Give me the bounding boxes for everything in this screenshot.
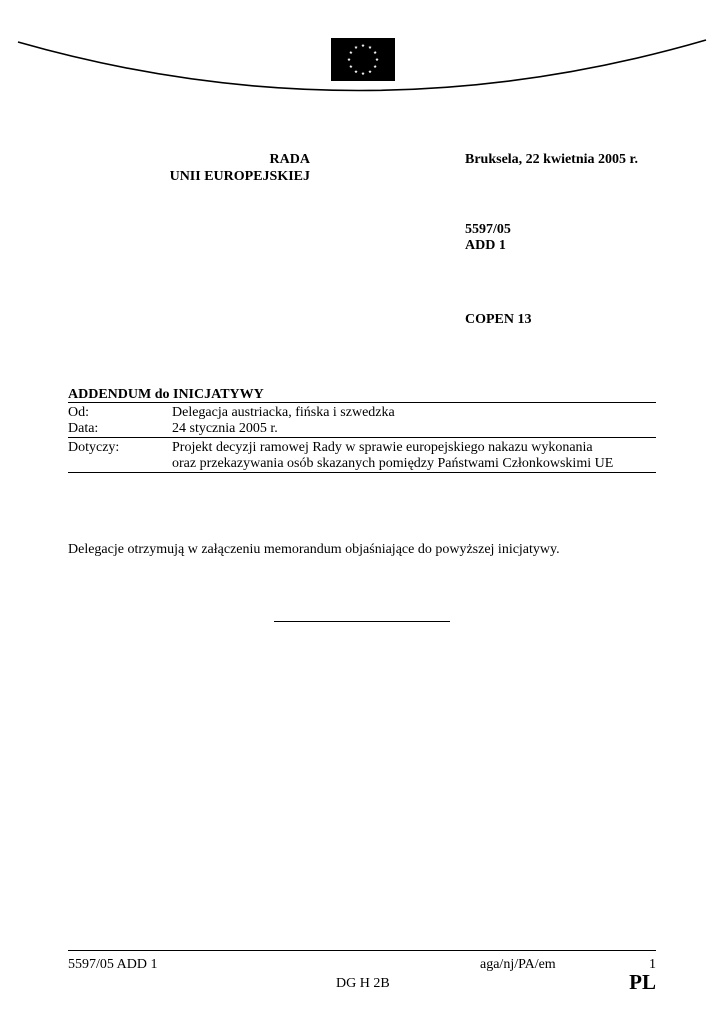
from-label: Od: bbox=[68, 405, 89, 420]
table-rule-middle bbox=[68, 437, 656, 438]
flag-star bbox=[373, 65, 376, 68]
council-name-line1: RADA bbox=[269, 152, 310, 167]
subject-label: Dotyczy: bbox=[68, 440, 120, 455]
end-separator bbox=[274, 621, 450, 622]
table-rule-bottom bbox=[68, 472, 656, 473]
subject-value-line2: oraz przekazywania osób skazanych pomiędzy Państwami Członkowskimi UE bbox=[172, 456, 614, 471]
flag-star bbox=[361, 44, 364, 47]
footer-doc-ref: 5597/05 ADD 1 bbox=[68, 957, 158, 972]
flag-star bbox=[373, 51, 376, 54]
footer-language: PL bbox=[629, 970, 656, 994]
flag-star bbox=[349, 65, 352, 68]
document-number: 5597/05 bbox=[465, 222, 511, 237]
flag-star bbox=[368, 70, 371, 73]
place-date: Bruksela, 22 kwietnia 2005 r. bbox=[465, 152, 638, 167]
document-addendum: ADD 1 bbox=[465, 238, 506, 253]
eu-flag-icon bbox=[331, 38, 395, 81]
flag-star bbox=[347, 58, 350, 61]
flag-star bbox=[375, 58, 378, 61]
flag-star bbox=[349, 51, 352, 54]
body-text: Delegacje otrzymują w załączeniu memorandum objaśniające do powyższej inicjatywy. bbox=[68, 542, 560, 557]
from-value: Delegacja austriacka, fińska i szwedzka bbox=[172, 405, 395, 420]
date-value: 24 stycznia 2005 r. bbox=[172, 421, 278, 436]
interinstitutional-code: COPEN 13 bbox=[465, 312, 532, 327]
footer-rule bbox=[68, 950, 656, 951]
subject-value-line1: Projekt decyzji ramowej Rady w sprawie europejskiego nakazu wykonania bbox=[172, 440, 593, 455]
footer-initials: aga/nj/PA/em bbox=[480, 957, 556, 972]
footer-page-number: 1 bbox=[649, 957, 656, 972]
addendum-title: ADDENDUM do INICJATYWY bbox=[68, 387, 264, 402]
flag-star bbox=[354, 70, 357, 73]
table-rule-top bbox=[68, 402, 656, 403]
council-name bbox=[150, 151, 310, 185]
date-label: Data: bbox=[68, 421, 99, 436]
flag-star bbox=[361, 72, 364, 75]
flag-star bbox=[354, 46, 357, 49]
footer-directorate: DG H 2B bbox=[336, 976, 390, 991]
flag-star bbox=[368, 46, 371, 49]
council-name-line2: UNII EUROPEJSKIEJ bbox=[169, 169, 310, 184]
